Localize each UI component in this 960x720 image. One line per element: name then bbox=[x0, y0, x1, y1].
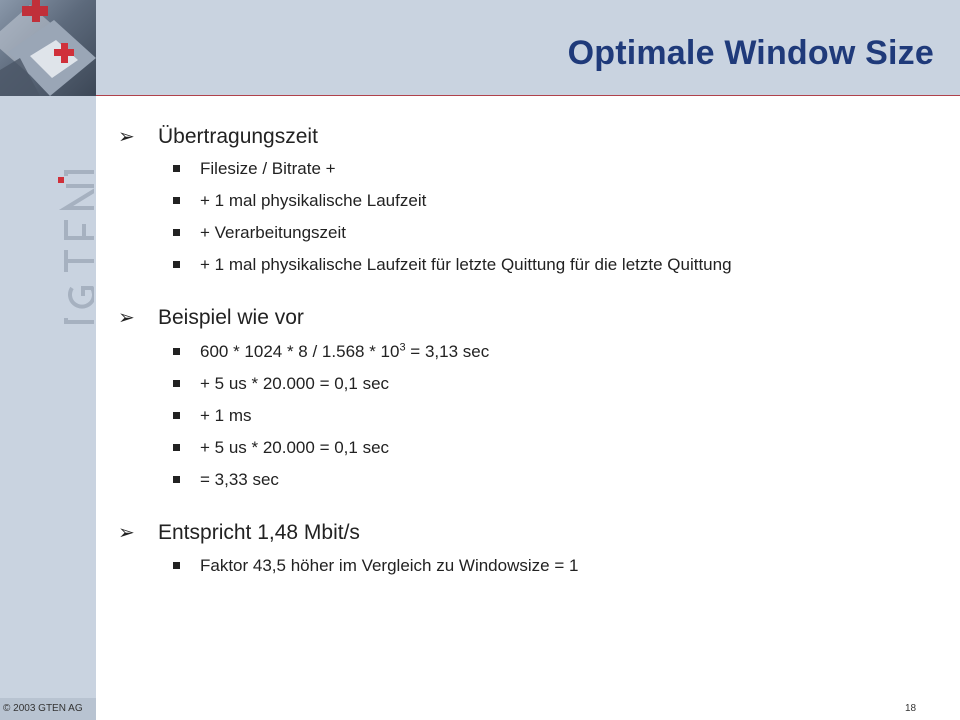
gten-watermark bbox=[2, 126, 94, 326]
list-item-text: Faktor 43,5 höher im Vergleich zu Windowsize = 1 bbox=[200, 556, 579, 575]
arrow-bullet-icon: ➢ bbox=[118, 307, 135, 329]
slide-title: Optimale Window Size bbox=[567, 34, 934, 72]
square-bullet-icon bbox=[173, 165, 180, 172]
page-number: 18 bbox=[905, 703, 917, 714]
square-bullet-icon bbox=[173, 476, 180, 483]
list-item bbox=[118, 191, 918, 211]
list-item bbox=[118, 406, 918, 426]
left-sidebar bbox=[0, 0, 96, 720]
list-item-text: + 1 ms bbox=[200, 406, 252, 425]
list-item bbox=[118, 223, 918, 243]
list-item-text: = 3,33 sec bbox=[200, 470, 279, 489]
section-heading bbox=[118, 305, 918, 331]
square-bullet-icon bbox=[173, 229, 180, 236]
arrow-bullet-icon: ➢ bbox=[118, 126, 135, 148]
square-bullet-icon bbox=[173, 348, 180, 355]
square-bullet-icon bbox=[173, 380, 180, 387]
section-heading-text: Beispiel wie vor bbox=[158, 306, 304, 329]
list-item bbox=[118, 470, 918, 490]
list-item-text: Filesize / Bitrate + bbox=[200, 159, 336, 178]
section-heading-text: Entspricht 1,48 Mbit/s bbox=[158, 521, 360, 544]
square-bullet-icon bbox=[173, 444, 180, 451]
slide-content bbox=[118, 124, 918, 576]
puzzle-cube-logo-icon bbox=[0, 0, 96, 96]
square-bullet-icon bbox=[173, 197, 180, 204]
list-item-text: + Verarbeitungszeit bbox=[200, 223, 347, 242]
list-item-text: + 1 mal physikalische Laufzeit bbox=[200, 191, 427, 210]
header-divider bbox=[96, 95, 960, 96]
logo-image bbox=[0, 0, 96, 96]
square-bullet-icon bbox=[173, 562, 180, 569]
list-item bbox=[118, 556, 918, 576]
list-item-text: + 5 us * 20.000 = 0,1 sec bbox=[200, 374, 390, 393]
list-item bbox=[118, 438, 918, 458]
list-item-text: + 1 mal physikalische Laufzeit für letzte Quittung für die letzte Quittung bbox=[200, 255, 732, 274]
arrow-bullet-icon: ➢ bbox=[118, 522, 135, 544]
section-heading bbox=[118, 124, 918, 150]
copyright-notice: © 2003 GTEN AG bbox=[3, 703, 83, 714]
list-item-text: $600 * 1024 * 8 / 1.568 * 10^3 = 3,13$ sec bbox=[200, 341, 490, 361]
list-item bbox=[118, 374, 918, 394]
square-bullet-icon bbox=[173, 412, 180, 419]
list-item bbox=[118, 159, 918, 179]
list-item bbox=[118, 255, 918, 275]
section-heading bbox=[118, 520, 918, 546]
section-heading-text: Übertragungszeit bbox=[158, 125, 318, 148]
list-item bbox=[118, 342, 918, 362]
list-item-text: + 5 us * 20.000 = 0,1 sec bbox=[200, 438, 390, 457]
square-bullet-icon bbox=[173, 261, 180, 268]
